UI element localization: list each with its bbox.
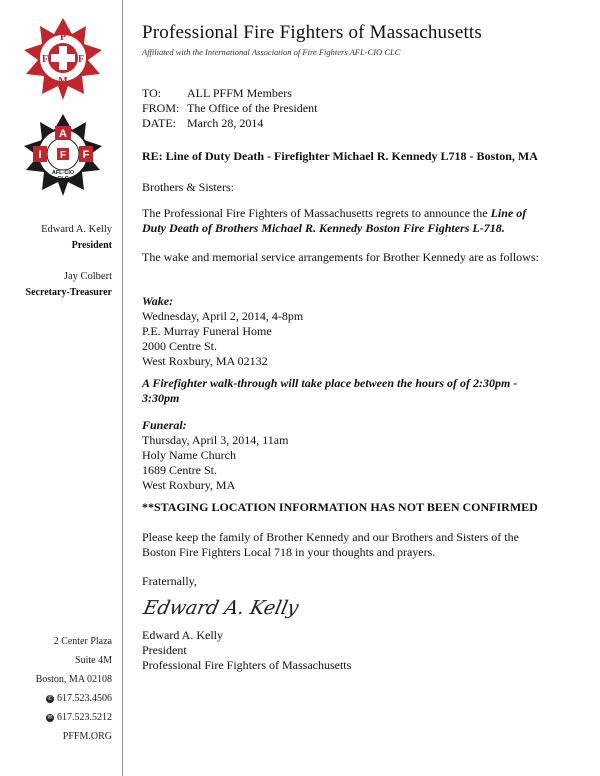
address-line: Boston, MA 02108 xyxy=(35,674,112,685)
officer-president xyxy=(41,222,112,254)
staging-notice: **STAGING LOCATION INFORMATION HAS NOT BEEN CONFIRMED xyxy=(142,500,538,514)
pffm-logo xyxy=(22,16,104,100)
from-value: The Office of the President xyxy=(187,101,318,115)
svg-text:F: F xyxy=(59,150,67,161)
from-label: FROM: xyxy=(142,101,180,115)
announcement-text: The Professional Fire Fighters of Massachusetts regrets to announce the xyxy=(142,206,491,220)
website-link[interactable]: PFFM.ORG xyxy=(62,731,112,742)
memo-header xyxy=(142,86,317,131)
officer-secretary xyxy=(26,269,112,301)
paragraph-arrangements: The wake and memorial service arrangements for Brother Kennedy are as follows: xyxy=(142,250,539,264)
wake-line: 2000 Centre St. xyxy=(142,339,217,353)
svg-text:F: F xyxy=(41,54,49,65)
iaff-logo xyxy=(22,112,104,196)
svg-text:I: I xyxy=(38,149,42,161)
funeral-line: West Roxbury, MA xyxy=(142,478,236,492)
fax-icon: ✉ xyxy=(47,714,53,721)
fax-row xyxy=(36,708,112,727)
wake-line: West Roxbury, MA 02132 xyxy=(142,354,268,368)
address-block xyxy=(36,632,112,746)
letterhead xyxy=(142,22,482,57)
signature-block xyxy=(142,628,542,673)
fax-number: 617.523.5212 xyxy=(57,712,112,723)
salutation: Brothers & Sisters: xyxy=(142,180,234,194)
officer-title: Secretary-Treasurer xyxy=(25,287,112,298)
funeral-label: Funeral: xyxy=(142,418,187,432)
signature xyxy=(141,588,301,624)
paragraph-prayers: Please keep the family of Brother Kennedy and our Brothers and Sisters of the Boston Fire Fighters Local 718 in your thoughts and prayers. xyxy=(142,530,519,559)
signer-title: President xyxy=(142,643,187,657)
svg-text:A: A xyxy=(59,128,67,140)
paragraph-announcement xyxy=(142,206,542,236)
affiliation: Affiliated with the International Association of Fire Fighters AFL-CIO CLC xyxy=(142,47,401,57)
closing: Fraternally, xyxy=(142,574,197,588)
date-label: DATE: xyxy=(142,116,176,130)
funeral-line: 1689 Centre St. xyxy=(142,463,217,477)
officer-name: Jay Colbert xyxy=(63,271,112,282)
funeral-line: Thursday, April 3, 2014, 11am xyxy=(142,433,289,447)
phone-row xyxy=(36,689,112,708)
to-label: TO: xyxy=(142,86,162,100)
funeral-block xyxy=(142,418,542,493)
signature-text: Edward A. Kelly xyxy=(141,596,301,619)
svg-text:AFL-CIO: AFL-CIO xyxy=(51,170,75,176)
signer-org: Professional Fire Fighters of Massachusetts xyxy=(142,658,352,672)
funeral-line: Holy Name Church xyxy=(142,448,236,462)
officer-name: Edward A. Kelly xyxy=(41,224,112,235)
walkthrough-notice: A Firefighter walk-through will take place between the hours of of 2:30pm - 3:30pm xyxy=(142,376,518,405)
org-name: Professional Fire Fighters of Massachusetts xyxy=(142,22,483,43)
phone-number: 617.523.4506 xyxy=(57,693,112,704)
date-value: March 28, 2014 xyxy=(187,116,264,130)
phone-icon: ✆ xyxy=(47,695,53,702)
sidebar xyxy=(0,0,123,776)
wake-line: Wednesday, April 2, 2014, 4-8pm xyxy=(142,309,304,323)
svg-text:M: M xyxy=(58,76,68,87)
announcement-emphasis: Line of Duty Death of Brothers Michael R. Kennedy Boston Fire Fighters L-718. xyxy=(142,206,527,235)
wake-label: Wake: xyxy=(142,294,174,308)
svg-text:F: F xyxy=(82,149,90,161)
address-line: 2 Center Plaza xyxy=(53,636,112,647)
wake-block xyxy=(142,294,542,369)
svg-text:P: P xyxy=(59,32,67,43)
to-value: ALL PFFM Members xyxy=(187,86,292,100)
svg-text:CLC: CLC xyxy=(57,176,69,182)
subject-line: RE: Line of Duty Death - Firefighter Michael R. Kennedy L718 - Boston, MA xyxy=(142,149,538,163)
wake-line: P.E. Murray Funeral Home xyxy=(142,324,272,338)
officer-title: President xyxy=(71,240,112,251)
svg-text:F: F xyxy=(77,54,85,65)
signer-name: Edward A. Kelly xyxy=(142,628,223,642)
address-line: Suite 4M xyxy=(75,655,112,666)
